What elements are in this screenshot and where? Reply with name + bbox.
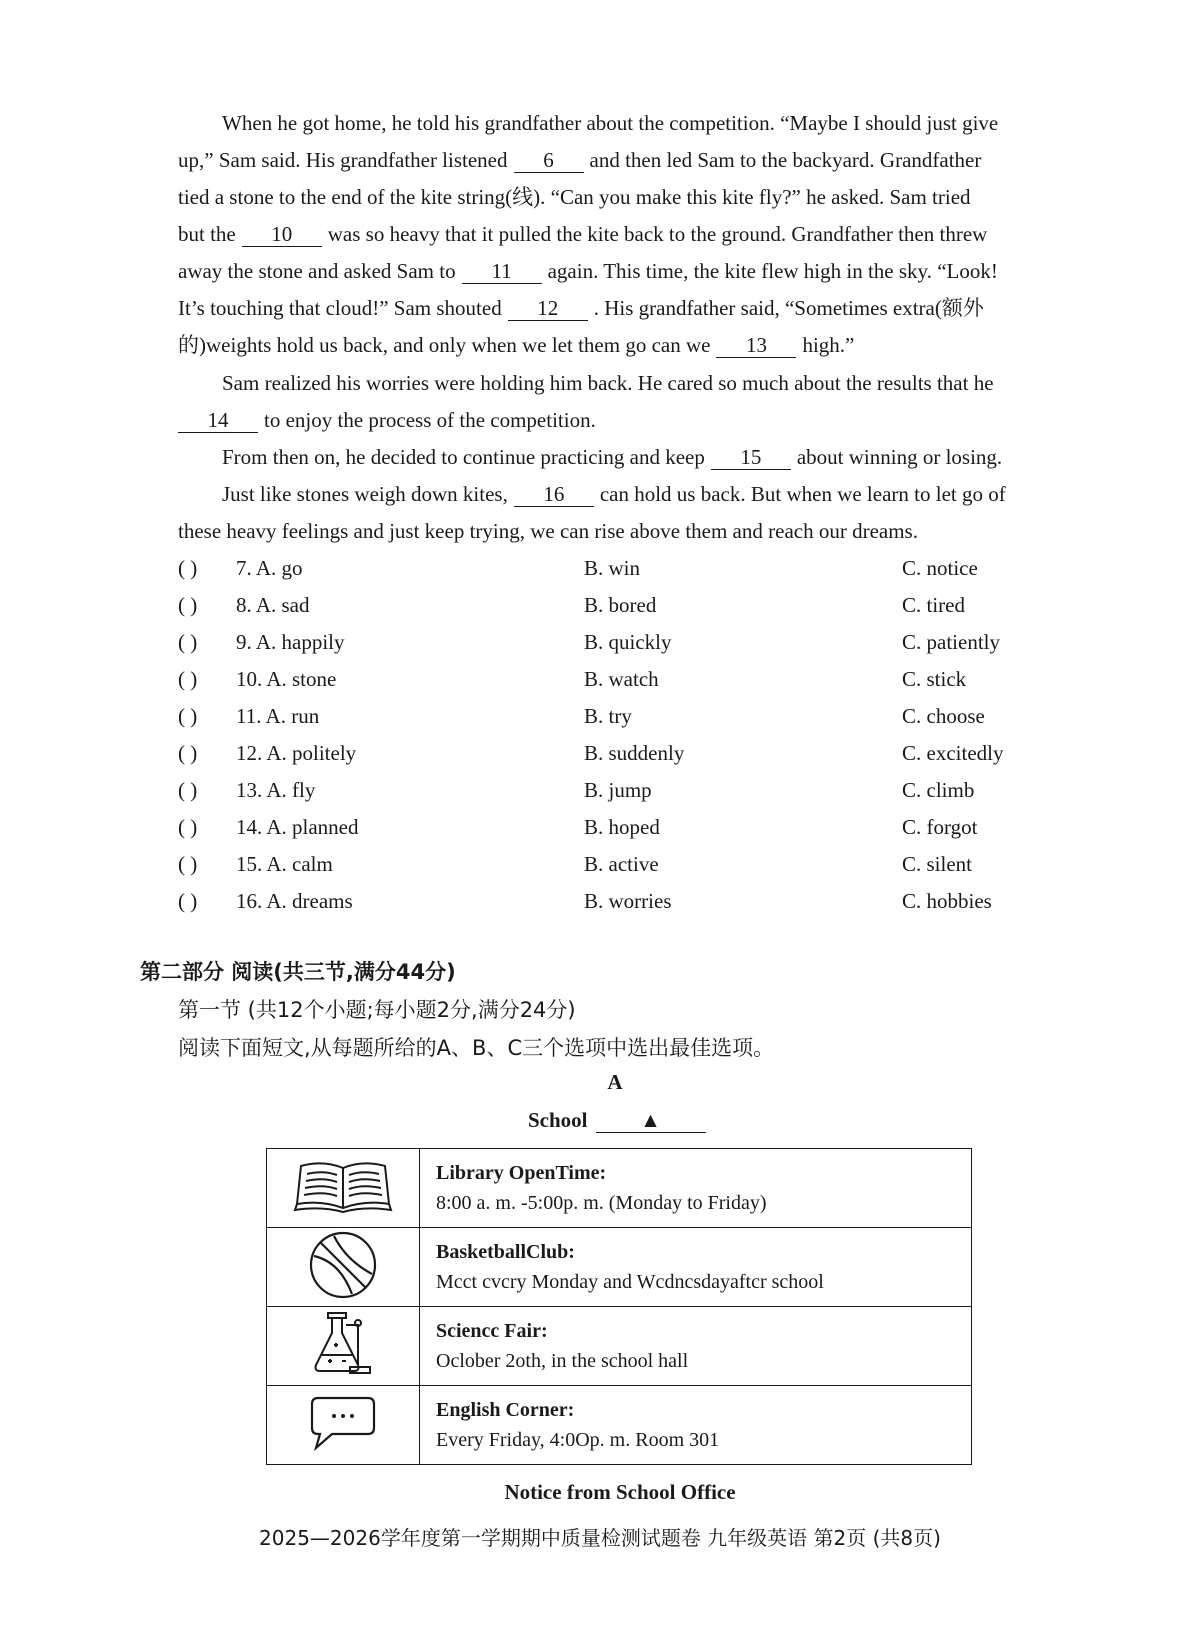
passage-line: 的)weights hold us back, and only when we let them go can we 13 high.” [178, 333, 855, 357]
question-row [178, 775, 1058, 805]
answer-paren[interactable]: ( ) [178, 704, 198, 728]
option-a: 8. A. sad [236, 593, 310, 617]
option-b: B. bored [584, 593, 657, 617]
option-a: 13. A. fly [236, 778, 316, 802]
passage-line: tied a stone to the end of the kite string(线). “Can you make this kite fly?” he asked. Sam tried [178, 185, 971, 209]
answer-blank[interactable]: 15 [711, 445, 791, 470]
option-a: 16. A. dreams [236, 889, 353, 913]
chat-bubble-icon [308, 1394, 378, 1452]
answer-paren[interactable]: ( ) [178, 630, 198, 654]
notice-table [266, 1148, 972, 1465]
question-row [178, 627, 1058, 657]
question-row [178, 701, 1058, 731]
option-c: C. notice [902, 556, 978, 580]
option-b: B. win [584, 556, 641, 580]
passage-line: It’s touching that cloud!” Sam shouted 12 . His grandfather said, “Sometimes extra(额外 [178, 296, 984, 320]
passage-line: Just like stones weigh down kites, 16 can hold us back. But when we learn to let go of [222, 482, 1006, 506]
answer-paren[interactable]: ( ) [178, 852, 198, 876]
passage-line: Sam realized his worries were holding him back. He cared so much about the results that he [222, 371, 994, 395]
answer-paren[interactable]: ( ) [178, 815, 198, 839]
passage-line: up,” Sam said. His grandfather listened 6 and then led Sam to the backyard. Grandfather [178, 148, 982, 172]
answer-paren[interactable]: ( ) [178, 556, 198, 580]
question-row [178, 812, 1058, 842]
question-row [178, 553, 1058, 583]
notice-item-title: English Corner: [436, 1399, 575, 1421]
notice-item-text: Mcct cvcry Monday and Wcdncsdayaftcr school [436, 1271, 824, 1293]
option-a: 9. A. happily [236, 630, 345, 654]
option-c: C. silent [902, 852, 973, 876]
answer-paren[interactable]: ( ) [178, 889, 198, 913]
page-footer: 2025—2026学年度第一学期期中质量检测试题卷 九年级英语 第2页 (共8页) [259, 1526, 941, 1550]
option-b: B. try [584, 704, 632, 728]
passage-letter: A [607, 1070, 623, 1094]
passage-line: 14 to enjoy the process of the competition. [178, 405, 1058, 435]
option-c: C. excitedly [902, 741, 1004, 765]
question-row [178, 664, 1058, 694]
option-a: 14. A. planned [236, 815, 359, 839]
answer-blank[interactable]: 12 [508, 296, 588, 321]
table-row [267, 1386, 972, 1465]
answer-paren[interactable]: ( ) [178, 593, 198, 617]
answer-paren[interactable]: ( ) [178, 778, 198, 802]
question-row [178, 849, 1058, 879]
text-cell [420, 1386, 972, 1465]
title-blank[interactable]: ▲ [596, 1108, 706, 1133]
option-b: B. watch [584, 667, 659, 691]
option-a: 11. A. run [236, 704, 320, 728]
answer-blank[interactable]: 16 [514, 482, 594, 507]
question-row [178, 886, 1058, 916]
notice-item-title: Library OpenTime: [436, 1162, 607, 1184]
option-c: C. patiently [902, 630, 1000, 654]
notice-heading: School ▲ [528, 1108, 706, 1133]
option-a: 12. A. politely [236, 741, 357, 765]
passage-line: From then on, he decided to continue practicing and keep 15 about winning or losing. [222, 445, 1003, 469]
option-b: B. quickly [584, 630, 672, 654]
icon-cell [267, 1228, 420, 1307]
answer-blank[interactable]: 14 [178, 408, 258, 433]
answer-blank[interactable]: 6 [514, 148, 584, 173]
subsection-title: 第一节 (共12个小题;每小题2分,满分24分) [178, 998, 576, 1022]
notice-item-text: Every Friday, 4:0Op. m. Room 301 [436, 1429, 720, 1451]
notice-item-text: Oclober 2oth, in the school hall [436, 1350, 689, 1372]
notice-source: Notice from School Office [504, 1480, 736, 1504]
passage-line: these heavy feelings and just keep trying, we can rise above them and reach our dreams. [178, 519, 918, 543]
table-row [267, 1228, 972, 1307]
option-c: C. tired [902, 593, 965, 617]
flask-icon [308, 1311, 378, 1377]
section-title: 第二部分 阅读(共三节,满分44分) [140, 960, 456, 984]
option-c: C. stick [902, 667, 967, 691]
book-icon [293, 1158, 393, 1214]
icon-cell [267, 1386, 420, 1465]
option-a: 15. A. calm [236, 852, 333, 876]
answer-blank[interactable]: 10 [242, 222, 322, 247]
option-b: B. suddenly [584, 741, 685, 765]
option-b: B. worries [584, 889, 672, 913]
option-b: B. jump [584, 778, 652, 802]
answer-blank[interactable]: 11 [462, 259, 542, 284]
option-a: 7. A. go [236, 556, 303, 580]
text-cell [420, 1228, 972, 1307]
text-cell [420, 1149, 972, 1228]
basketball-icon [308, 1230, 378, 1300]
icon-cell [267, 1149, 420, 1228]
answer-paren[interactable]: ( ) [178, 667, 198, 691]
answer-paren[interactable]: ( ) [178, 741, 198, 765]
passage-line: but the 10 was so heavy that it pulled the kite back to the ground. Grandfather then threw [178, 222, 988, 246]
icon-cell [267, 1307, 420, 1386]
option-c: C. hobbies [902, 889, 992, 913]
table-row [267, 1307, 972, 1386]
option-b: B. hoped [584, 815, 660, 839]
option-a: 10. A. stone [236, 667, 337, 691]
notice-item-text: 8:00 a. m. -5:00p. m. (Monday to Friday) [436, 1192, 767, 1214]
notice-item-title: BasketballClub: [436, 1241, 575, 1263]
option-c: C. climb [902, 778, 975, 802]
option-b: B. active [584, 852, 659, 876]
option-c: C. forgot [902, 815, 978, 839]
question-row [178, 590, 1058, 620]
question-row [178, 738, 1058, 768]
table-row [267, 1149, 972, 1228]
text-cell [420, 1307, 972, 1386]
instructions: 阅读下面短文,从每题所给的A、B、C三个选项中选出最佳选项。 [178, 1036, 775, 1060]
passage-line: away the stone and asked Sam to 11 again. This time, the kite flew high in the sky. “Look! [178, 259, 998, 283]
answer-blank[interactable]: 13 [716, 333, 796, 358]
passage-line: When he got home, he told his grandfather about the competition. “Maybe I should just give [222, 111, 999, 135]
option-c: C. choose [902, 704, 985, 728]
notice-item-title: Sciencc Fair: [436, 1320, 548, 1342]
